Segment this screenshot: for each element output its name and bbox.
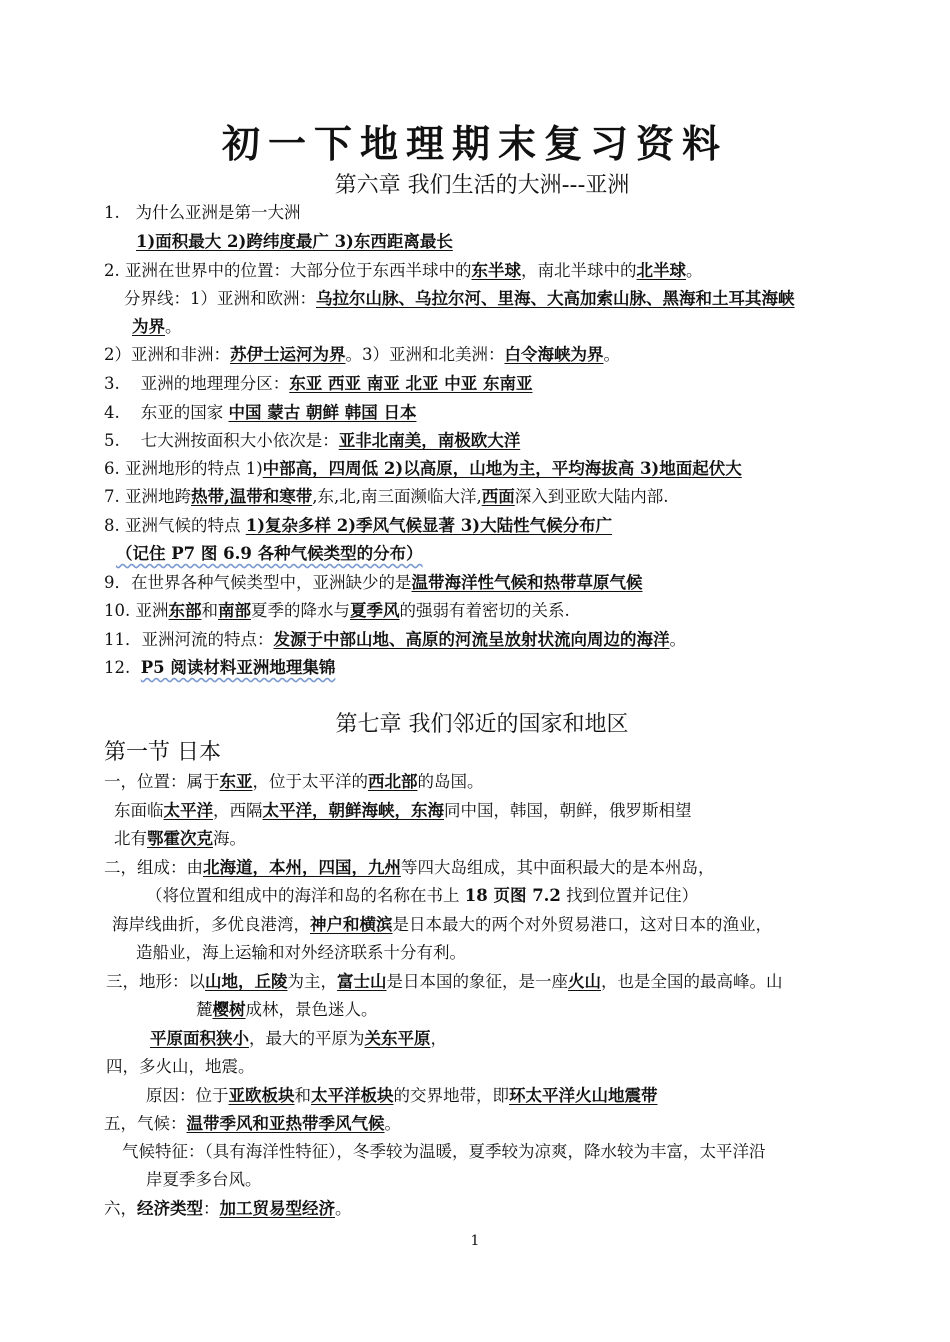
ch6-item-10: 10. 亚洲东部和南部夏季的降水与夏季风的强弱有着密切的关系. <box>104 601 570 620</box>
ch6-item-1-answer: 1)面积最大 2)跨纬度最广 3)东西距离最长 <box>136 232 453 251</box>
ch7-location-north: 北有鄂霍次克海。 <box>114 829 246 848</box>
ch6-boundary-line-cont: 为界。 <box>132 317 182 336</box>
ch7-location-east-west: 东面临太平洋，西隔太平洋，朝鲜海峡，东海同中国，韩国，朝鲜，俄罗斯相望 <box>114 801 692 820</box>
ch7-terrain: 三，地形：以山地，丘陵为主，富士山是日本国的象征，是一座火山，也是全国的最高峰。山 <box>106 972 783 991</box>
document-title: 初一下地理期末复习资料 <box>221 122 728 166</box>
section-1-heading: 第一节 日本 <box>104 740 221 765</box>
ch6-item-11: 11．亚洲河流的特点：发源于中部山地、高原的河流呈放射状流向周边的海洋。 <box>104 630 686 649</box>
ch6-item-2: 2. 亚洲在世界中的位置：大部分位于东西半球中的东半球，南北半球中的北半球。 <box>104 261 703 280</box>
ch7-volcano-cause: 原因：位于亚欧板块和太平洋板块的交界地带，即环太平洋火山地震带 <box>146 1086 658 1105</box>
ch7-economy: 六，经济类型：加工贸易型经济。 <box>104 1199 352 1218</box>
ch6-item-7: 7. 亚洲地跨热带,温带和寒带,东,北,南三面濒临大洋,西面深入到亚欧大陆内部. <box>104 487 669 506</box>
ch7-composition-note: （将位置和组成中的海洋和岛的名称在书上 18 页图 7.2 找到位置并记住） <box>146 886 699 905</box>
ch6-item-5: 5. 七大洲按面积大小依次是：亚非北南美，南极欧大洋 <box>104 431 521 450</box>
ch6-boundary-africa-america: 2）亚洲和非洲：苏伊士运河为界。3）亚洲和北美洲：白令海峡为界。 <box>104 345 620 364</box>
ch6-boundary-line: 分界线：1）亚洲和欧洲：乌拉尔山脉、乌拉尔河、里海、大高加索山脉、黑海和土耳其海峡 <box>124 289 795 308</box>
ch7-coastline: 海岸线曲折，多优良港湾，神户和横滨是日本最大的两个对外贸易港口，这对日本的渔业， <box>112 915 772 934</box>
ch7-climate-features-cont: 岸夏季多台风。 <box>146 1170 262 1189</box>
ch7-plains: 平原面积狭小，最大的平原为关东平原， <box>150 1029 447 1048</box>
ch7-terrain-cont: 麓樱树成林，景色迷人。 <box>196 1000 378 1019</box>
ch6-item-3: 3. 亚洲的地理理分区：东亚 西亚 南亚 北亚 中亚 东南亚 <box>104 374 533 393</box>
ch7-location: 一，位置：属于东亚，位于太平洋的西北部的岛国。 <box>104 772 484 791</box>
ch6-item-8-note: （记住 P7 图 6.9 各种气候类型的分布） <box>116 544 423 563</box>
ch6-item-9: 9．在世界各种气候类型中，亚洲缺少的是温带海洋性气候和热带草原气候 <box>104 573 643 592</box>
ch6-item-8: 8. 亚洲气候的特点 1)复杂多样 2)季风气候显著 3)大陆性气候分布广 <box>104 516 613 535</box>
ch6-item-1: 1. 为什么亚洲是第一大洲 <box>104 203 301 222</box>
ch7-climate: 五，气候：温带季风和亚热带季风气候。 <box>104 1114 401 1133</box>
ch6-item-6: 6. 亚洲地形的特点 1)中部高，四周低 2)以高原，山地为主，平均海拔高 3)地面起伏大 <box>104 459 742 478</box>
ch7-composition: 二，组成：由北海道，本州，四国，九州等四大岛组成，其中面积最大的是本州岛， <box>104 858 715 877</box>
ch7-coastline-cont: 造船业，海上运输和对外经济联系十分有利。 <box>136 943 466 962</box>
chapter-6-heading: 第六章 我们生活的大洲---亚洲 <box>334 173 630 198</box>
page-number: 1 <box>470 1233 480 1249</box>
ch7-volcanoes: 四，多火山，地震。 <box>106 1057 255 1076</box>
ch6-item-4: 4. 东亚的国家 中国 蒙古 朝鲜 韩国 日本 <box>104 403 417 422</box>
chapter-7-heading: 第七章 我们邻近的国家和地区 <box>335 712 629 737</box>
ch7-climate-features: 气候特征：（具有海洋性特征），冬季较为温暖，夏季较为凉爽，降水较为丰富，太平洋沿 <box>122 1142 766 1161</box>
ch6-item-12: 12. P5 阅读材料亚洲地理集锦 <box>104 658 336 677</box>
